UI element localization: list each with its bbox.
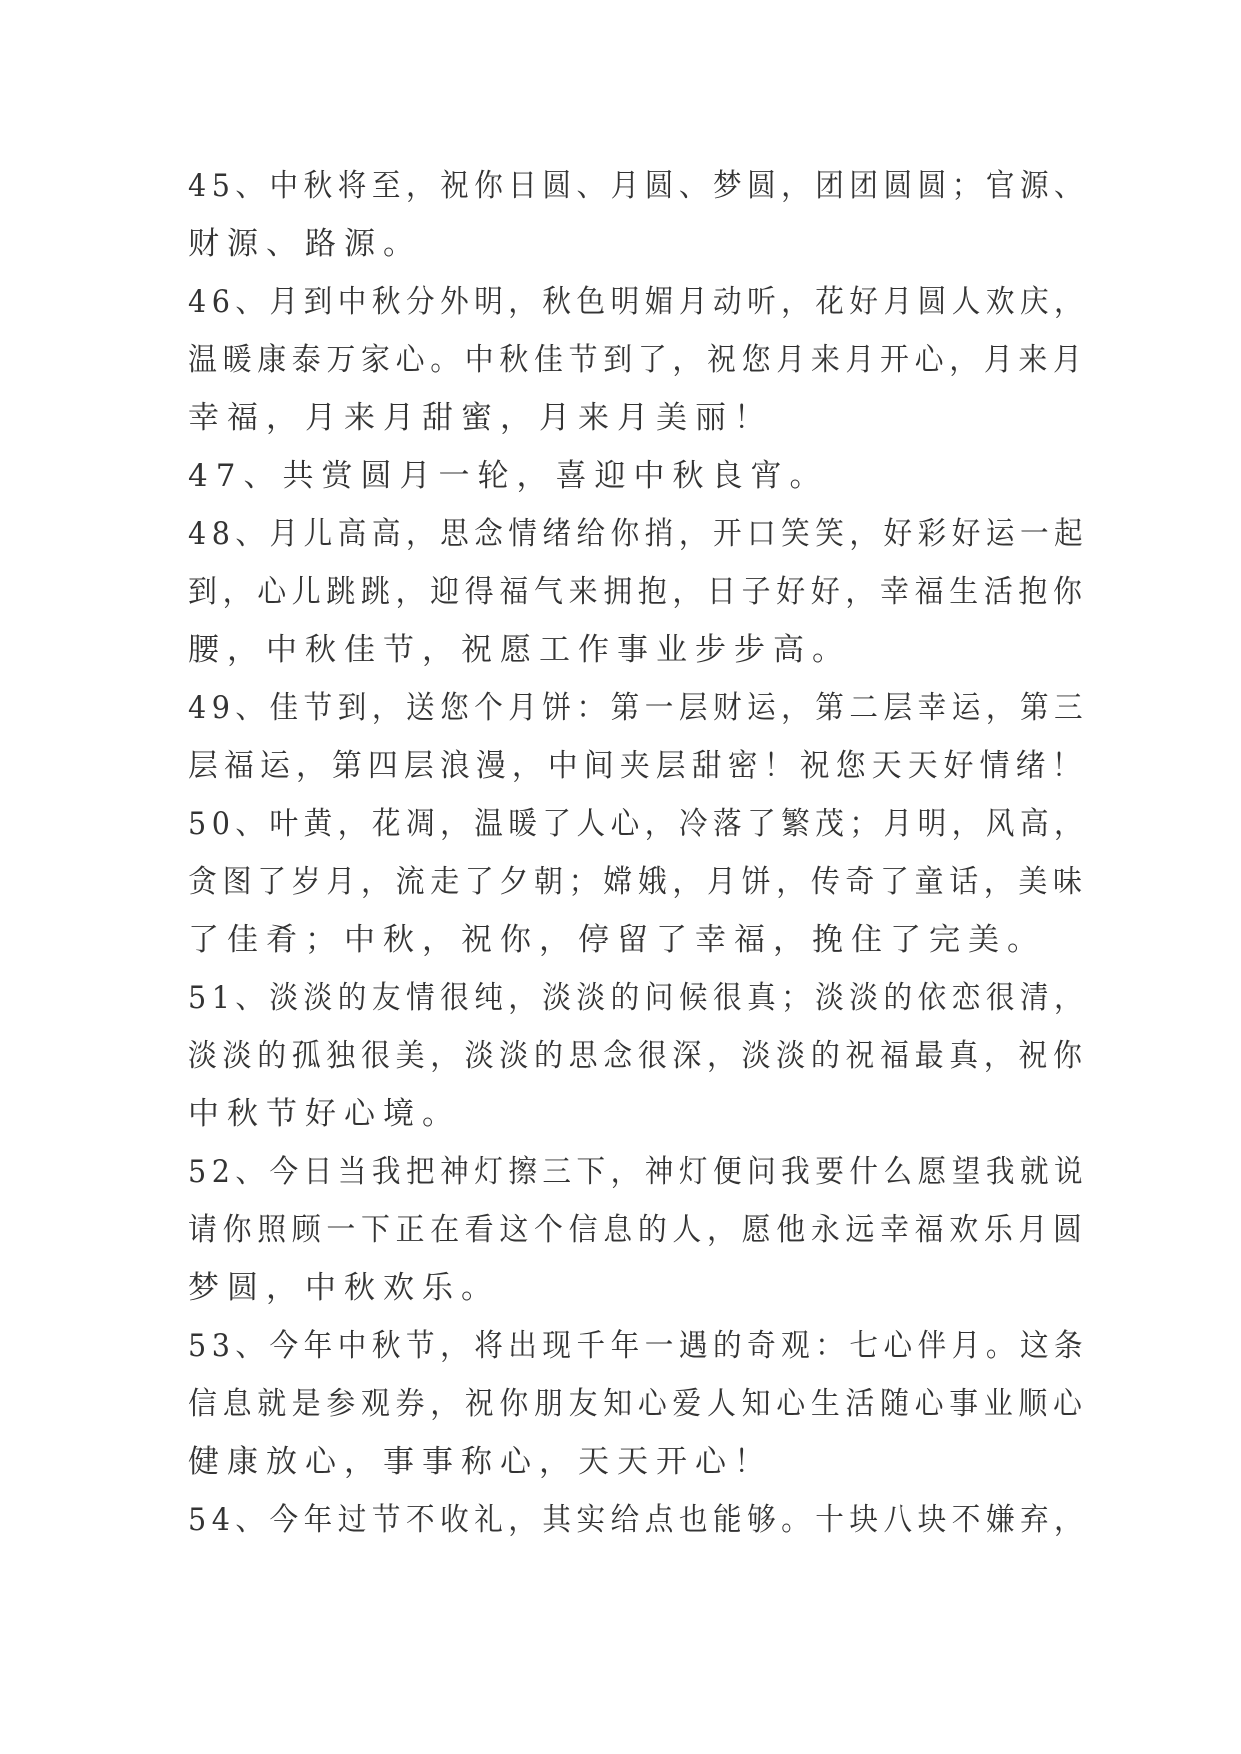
text-line: 49、佳节到，送您个月饼：第一层财运，第二层幸运，第三 (188, 690, 1089, 726)
text-line: 梦圆，中秋欢乐。 (188, 1270, 500, 1306)
text-line: 51、淡淡的友情很纯，淡淡的问候很真；淡淡的依恋很清， (188, 980, 1089, 1016)
text-line: 幸福，月来月甜蜜，月来月美丽！ (188, 400, 773, 436)
text-line: 54、今年过节不收礼，其实给点也能够。十块八块不嫌弃， (188, 1502, 1089, 1538)
text-line: 48、月儿高高，思念情绪给你捎，开口笑笑，好彩好运一起 (188, 516, 1089, 552)
text-line: 了佳肴；中秋，祝你，停留了幸福，挽住了完美。 (188, 922, 1046, 958)
text-line: 财源、路源。 (188, 226, 422, 262)
text-line: 46、月到中秋分外明，秋色明媚月动听，花好月圆人欢庆， (188, 284, 1089, 320)
text-line: 淡淡的孤独很美，淡淡的思念很深，淡淡的祝福最真，祝你 (188, 1038, 1088, 1074)
text-line: 45、中秋将至，祝你日圆、月圆、梦圆，团团圆圆；官源、 (188, 168, 1089, 204)
text-line: 47、共赏圆月一轮，喜迎中秋良宵。 (188, 458, 829, 494)
document-body (188, 157, 1088, 1549)
text-line: 贪图了岁月，流走了夕朝；嫦娥，月饼，传奇了童话，美味 (188, 864, 1088, 900)
text-line: 53、今年中秋节，将出现千年一遇的奇观：七心伴月。这条 (188, 1328, 1089, 1364)
text-line: 温暖康泰万家心。中秋佳节到了，祝您月来月开心，月来月 (188, 342, 1088, 378)
text-line: 信息就是参观券，祝你朋友知心爱人知心生活随心事业顺心 (188, 1386, 1088, 1422)
text-line: 到，心儿跳跳，迎得福气来拥抱，日子好好，幸福生活抱你 (188, 574, 1088, 610)
text-line: 腰，中秋佳节，祝愿工作事业步步高。 (188, 632, 851, 668)
text-line: 层福运，第四层浪漫，中间夹层甜密！祝您天天好情绪！ (188, 748, 1088, 784)
text-line: 健康放心，事事称心，天天开心！ (188, 1444, 773, 1480)
text-line: 52、今日当我把神灯擦三下，神灯便问我要什么愿望我就说 (188, 1154, 1089, 1190)
text-line: 请你照顾一下正在看这个信息的人，愿他永远幸福欢乐月圆 (188, 1212, 1088, 1248)
text-line: 50、叶黄，花凋，温暖了人心，冷落了繁茂；月明，风高， (188, 806, 1089, 842)
text-line: 中秋节好心境。 (188, 1096, 461, 1132)
